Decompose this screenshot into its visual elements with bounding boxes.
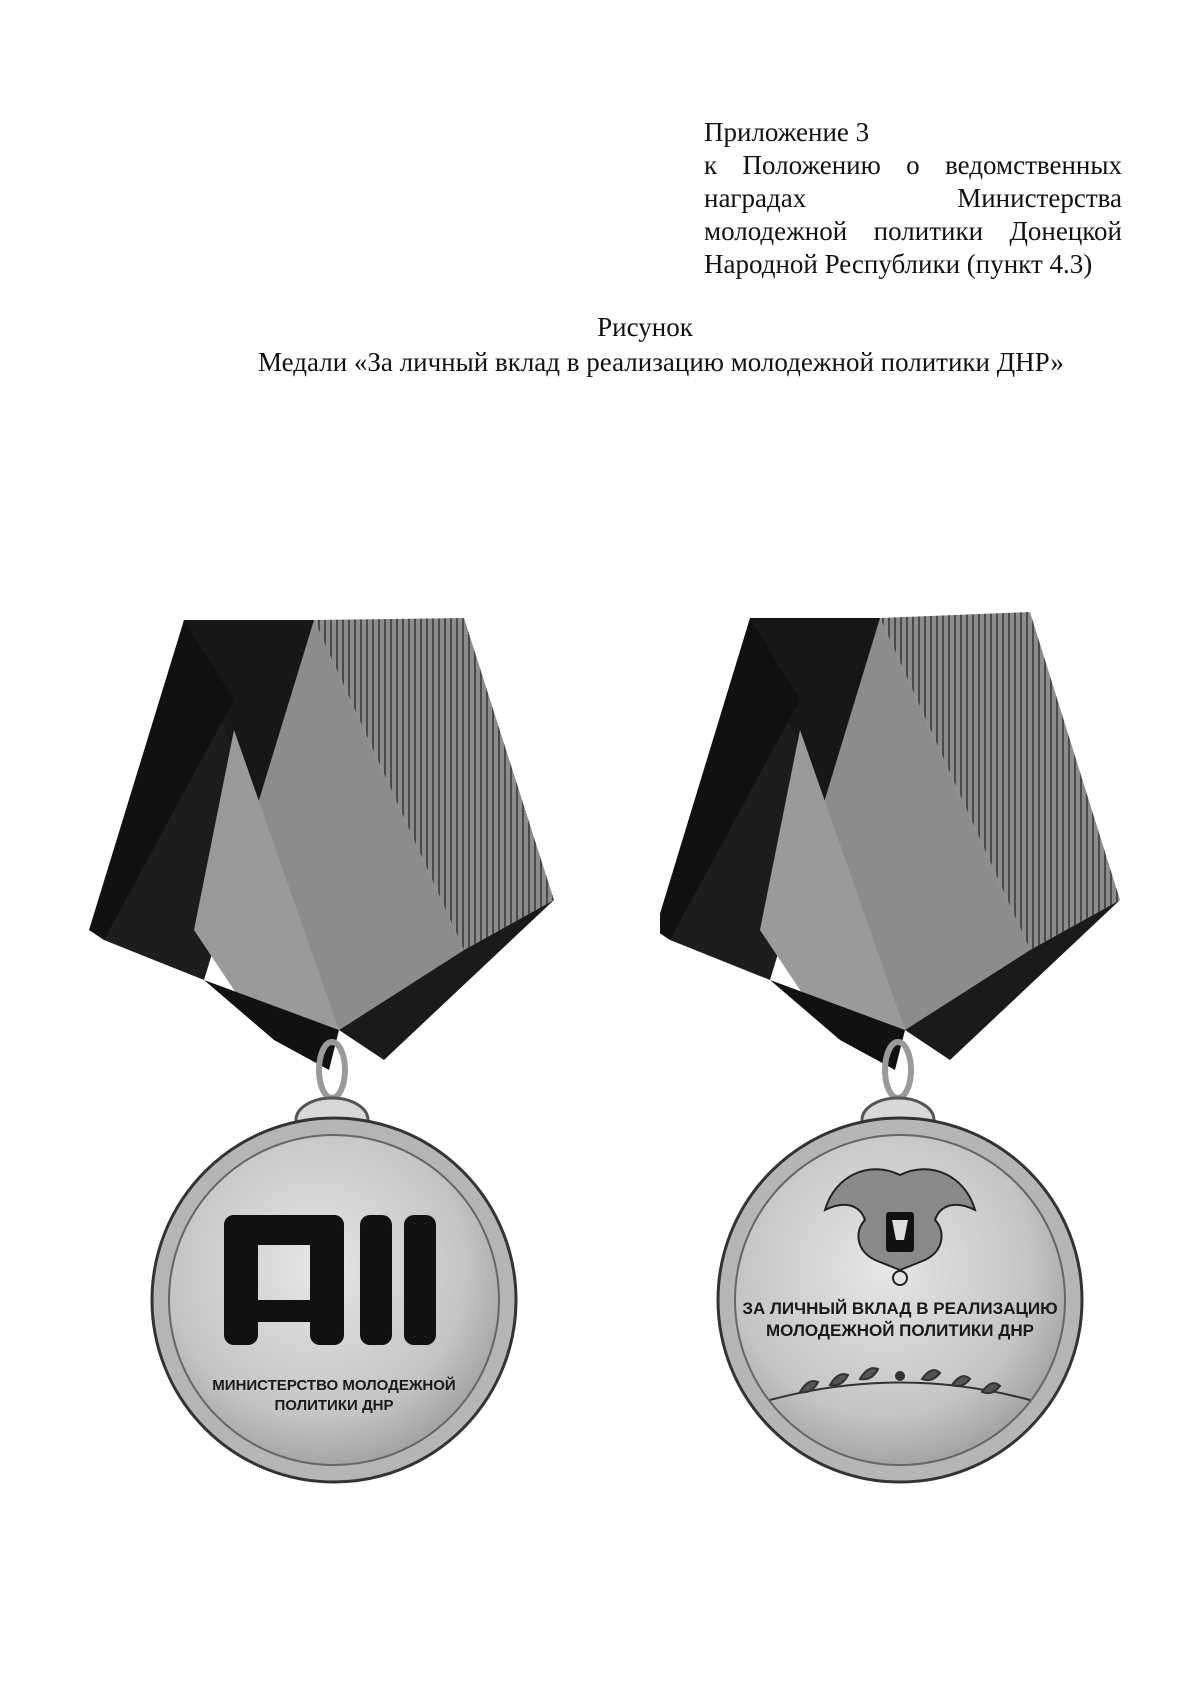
medal-reverse-text: МОЛОДЕЖНОЙ ПОЛИТИКИ ДНР <box>766 1321 1034 1340</box>
appendix-header <box>704 116 1122 281</box>
ribbon <box>89 618 554 1070</box>
appendix-reference-line: Народной Республики (пункт 4.3) <box>704 249 1093 279</box>
figure-caption <box>0 310 1200 380</box>
appendix-number: Приложение 3 <box>704 117 870 147</box>
medal-obverse <box>84 600 584 1580</box>
ministry-emblem-icon <box>224 1215 436 1345</box>
ribbon <box>660 612 1120 1070</box>
appendix-reference-line: наградах Министерства <box>704 183 1122 213</box>
figure-title: Медали «За личный вклад в реализацию молодежной политики ДНР» <box>258 347 1064 377</box>
medal-obverse-text: МИНИСТЕРСТВО МОЛОДЕЖНОЙ <box>212 1377 456 1394</box>
figure-label: Рисунок <box>597 312 693 342</box>
medal-reverse-text: ЗА ЛИЧНЫЙ ВКЛАД В РЕАЛИЗАЦИЮ <box>742 1299 1058 1318</box>
appendix-reference-line: молодежной политики Донецкой <box>704 216 1122 246</box>
appendix-reference-line: к Положению о ведомственных <box>704 150 1122 180</box>
medal-obverse-text: ПОЛИТИКИ ДНР <box>274 1397 394 1414</box>
medal-reverse <box>660 600 1160 1580</box>
